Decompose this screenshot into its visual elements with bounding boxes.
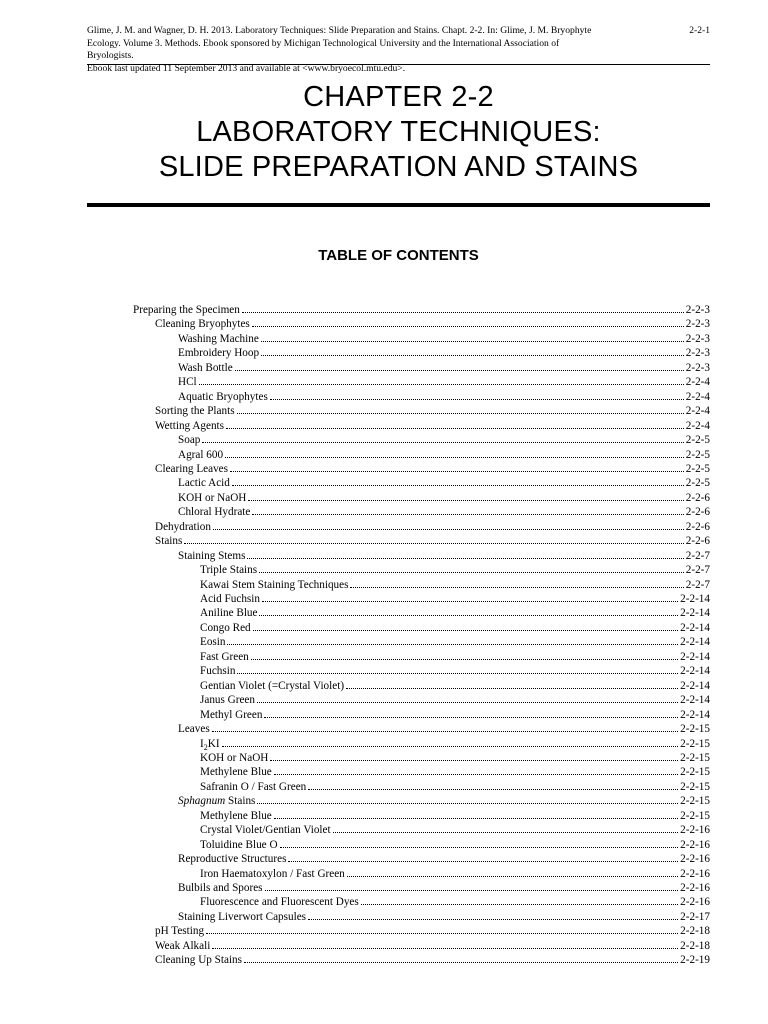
toc-entry-page: 2-2-3 xyxy=(685,318,710,331)
toc-entry[interactable] xyxy=(155,939,710,953)
toc-leader-dots xyxy=(346,679,678,689)
toc-entry-page: 2-2-7 xyxy=(685,578,710,591)
toc-entry-label: Fluorescence and Fluorescent Dyes xyxy=(200,896,359,909)
toc-entry[interactable] xyxy=(200,679,710,693)
toc-leader-dots xyxy=(264,708,678,718)
toc-entry-label: Leaves xyxy=(178,723,210,736)
toc-entry-page: 2-2-19 xyxy=(680,954,710,967)
toc-entry[interactable] xyxy=(178,476,710,490)
toc-entry-page: 2-2-3 xyxy=(685,304,710,316)
toc-entry-label: Fast Green xyxy=(200,650,249,663)
toc-entry[interactable] xyxy=(178,375,710,389)
toc-entry-label: Iron Haematoxylon / Fast Green xyxy=(200,867,345,880)
toc-leader-dots xyxy=(308,780,678,790)
toc-entry[interactable] xyxy=(200,708,710,722)
toc-entry[interactable] xyxy=(178,448,710,462)
chapter-title-line-2: SLIDE PREPARATION AND STAINS xyxy=(158,151,639,183)
toc-entry-label: Cleaning Bryophytes xyxy=(155,318,250,331)
toc-leader-dots xyxy=(225,448,684,458)
toc-entry-page: 2-2-18 xyxy=(680,939,710,952)
toc-entry-label: Sorting the Plants xyxy=(155,405,235,418)
toc-entry-label: Weak Alkali xyxy=(155,939,211,952)
toc-entry-page: 2-2-18 xyxy=(680,925,710,938)
toc-entry-label: Methylene Blue xyxy=(200,809,272,822)
toc-entry-label: Lactic Acid xyxy=(178,477,230,490)
toc-entry[interactable] xyxy=(200,563,710,577)
toc-leader-dots xyxy=(248,491,683,501)
toc-leader-dots xyxy=(199,375,684,385)
toc-entry[interactable] xyxy=(200,751,710,765)
toc-entry[interactable] xyxy=(178,491,710,505)
toc-entry[interactable] xyxy=(178,433,710,447)
toc-leader-dots xyxy=(252,317,684,327)
toc-leader-dots xyxy=(251,650,678,660)
toc-entry[interactable] xyxy=(200,895,710,909)
chapter-title xyxy=(87,80,710,185)
toc-entry-label: Reproductive Structures xyxy=(178,853,287,866)
toc-entry-page: 2-2-15 xyxy=(680,766,710,779)
toc-entry[interactable] xyxy=(178,505,710,519)
chapter-title-line-1: LABORATORY TECHNIQUES: xyxy=(196,116,601,148)
toc-entry-label: Acid Fuchsin xyxy=(200,593,260,605)
toc-leader-dots xyxy=(350,578,683,588)
toc-leader-dots xyxy=(308,910,678,920)
toc-entry-page: 2-2-6 xyxy=(685,506,710,519)
toc-entry-label: Dehydration xyxy=(155,520,211,533)
toc-entry[interactable] xyxy=(155,953,710,967)
toc-entry-label: Eosin xyxy=(200,636,226,649)
toc-entry-label: Crystal Violet/Gentian Violet xyxy=(200,824,331,837)
toc-entry-page: 2-2-16 xyxy=(680,867,710,880)
toc-leader-dots xyxy=(227,635,678,645)
toc-entry-page: 2-2-14 xyxy=(680,621,710,634)
toc-leader-dots xyxy=(244,953,678,963)
toc-entry-page: 2-2-14 xyxy=(680,650,710,663)
toc-leader-dots xyxy=(184,534,683,544)
toc-entry[interactable] xyxy=(178,332,710,346)
toc-leader-dots xyxy=(288,852,678,862)
toc-entry[interactable] xyxy=(200,592,710,606)
toc-entry-page: 2-2-15 xyxy=(680,737,710,750)
toc-entry-label: KOH or NaOH xyxy=(200,751,269,764)
toc-entry-label: Preparing the Specimen xyxy=(133,304,240,316)
toc-entry-page: 2-2-14 xyxy=(680,679,710,692)
toc-entry-label: $I_2KI$ xyxy=(200,737,220,752)
toc-leader-dots xyxy=(257,794,678,804)
toc-entry[interactable] xyxy=(178,722,710,736)
toc-entry-page: 2-2-15 xyxy=(680,795,710,808)
toc-leader-dots xyxy=(261,346,684,356)
toc-entry-label: Safranin O / Fast Green xyxy=(200,780,307,793)
toc-entry-page: 2-2-14 xyxy=(680,665,710,678)
toc-entry[interactable] xyxy=(155,317,710,331)
page-number: 2-2-1 xyxy=(689,25,710,36)
toc-entry[interactable] xyxy=(200,664,710,678)
toc-entry-label: pH Testing xyxy=(155,925,205,938)
toc-entry-label: Cleaning Up Stains xyxy=(155,954,243,967)
toc-entry-label: Washing Machine xyxy=(178,332,259,345)
toc-entry[interactable] xyxy=(178,910,710,924)
toc-entry[interactable] xyxy=(200,765,710,779)
toc-leader-dots xyxy=(270,751,678,761)
toc-entry[interactable] xyxy=(133,303,710,317)
toc-entry-page: 2-2-4 xyxy=(685,390,710,403)
toc-entry[interactable] xyxy=(155,404,710,418)
toc-entry-label: Wash Bottle xyxy=(178,361,233,374)
toc-leader-dots xyxy=(252,505,683,515)
toc-entry[interactable] xyxy=(200,650,710,664)
toc-entry-page: 2-2-15 xyxy=(680,751,710,764)
toc-leader-dots xyxy=(261,332,684,342)
toc-entry[interactable] xyxy=(155,419,710,433)
toc-entry-page: 2-2-16 xyxy=(680,824,710,837)
toc-entry-label: Congo Red xyxy=(200,621,251,634)
toc-entry[interactable] xyxy=(200,780,710,794)
toc-entry[interactable] xyxy=(178,881,710,895)
toc-entry-label: Wetting Agents xyxy=(155,419,225,432)
chapter-number: CHAPTER 2-2 xyxy=(303,81,494,113)
toc-entry-page: 2-2-17 xyxy=(680,910,710,923)
toc-leader-dots xyxy=(333,823,679,833)
toc-leader-dots xyxy=(222,737,679,747)
toc-leader-dots xyxy=(247,549,683,559)
toc-leader-dots xyxy=(347,867,678,877)
toc-entry-page: 2-2-3 xyxy=(685,347,710,360)
toc-entry-label: Agral 600 xyxy=(178,448,224,461)
toc-entry[interactable] xyxy=(178,794,710,808)
toc-entry[interactable] xyxy=(200,737,710,751)
toc-entry[interactable] xyxy=(178,549,710,563)
toc-entry[interactable] xyxy=(200,838,710,852)
toc-entry-page: 2-2-6 xyxy=(685,520,710,533)
toc-leader-dots xyxy=(242,303,684,313)
toc-entry-label: Toluidine Blue O xyxy=(200,838,278,851)
toc-entry-page: 2-2-6 xyxy=(685,491,710,504)
toc-entry[interactable] xyxy=(200,823,710,837)
toc-leader-dots xyxy=(213,520,684,530)
toc-entry-page: 2-2-5 xyxy=(685,462,710,475)
toc-entry-label: Janus Green xyxy=(200,694,255,707)
toc-entry-page: 2-2-16 xyxy=(680,853,710,866)
toc-leader-dots xyxy=(237,664,678,674)
toc-leader-dots xyxy=(259,563,684,573)
toc-leader-dots xyxy=(212,939,678,949)
toc-entry[interactable] xyxy=(200,635,710,649)
toc-entry[interactable] xyxy=(200,578,710,592)
toc-entry-page: 2-2-14 xyxy=(680,593,710,605)
toc-entry[interactable] xyxy=(155,534,710,548)
toc-leader-dots xyxy=(274,765,678,775)
toc-entry-page: 2-2-15 xyxy=(680,809,710,822)
toc-leader-dots xyxy=(257,693,678,703)
toc-leader-dots xyxy=(237,404,684,414)
toc-leader-dots xyxy=(230,462,684,472)
toc-entry[interactable] xyxy=(178,390,710,404)
toc-entry-label: Aquatic Bryophytes xyxy=(178,390,268,403)
toc-entry-page: 2-2-4 xyxy=(685,419,710,432)
toc-entry[interactable] xyxy=(200,809,710,823)
toc-leader-dots xyxy=(212,722,678,732)
citation-header: Glime, J. M. and Wagner, D. H. 2013. Laboratory Techniques: Slide Preparation and Stains. Chapt. 2-2. In: Glime, J. M. Bryophyte Ecology. Volume 3. Methods. Ebook sponsored by Michigan Technological University and the International Association of Bryologists. Ebook last updated 11 September 2013 and available at <www.bryoecol.mtu.edu>. xyxy=(87,25,592,74)
header-rule xyxy=(87,64,710,65)
toc-entry-label: Staining Stems xyxy=(178,549,246,562)
toc-entry-page: 2-2-3 xyxy=(685,361,710,374)
toc-entry[interactable] xyxy=(200,621,710,635)
toc-entry-page: 2-2-16 xyxy=(680,882,710,894)
toc-entry-page: 2-2-3 xyxy=(685,332,710,345)
toc-leader-dots xyxy=(226,419,684,429)
toc-entry-page: 2-2-14 xyxy=(680,694,710,707)
toc-entry-label: Bulbils and Spores xyxy=(178,882,263,894)
toc-entry-label: Sphagnum Stains xyxy=(178,795,256,808)
toc-entry-label: Chloral Hydrate xyxy=(178,506,251,519)
toc-entry[interactable] xyxy=(178,852,710,866)
toc-entry[interactable] xyxy=(155,462,710,476)
toc-leader-dots xyxy=(265,881,679,891)
toc-leader-dots xyxy=(206,924,678,934)
toc-entry-label: KOH or NaOH xyxy=(178,491,247,504)
toc-entry-label: Fuchsin xyxy=(200,665,236,678)
toc-entry-page: 2-2-4 xyxy=(685,376,710,389)
toc-entry-label: Gentian Violet (=Crystal Violet) xyxy=(200,679,345,692)
toc-entry-label: Methylene Blue xyxy=(200,766,272,779)
toc-entry[interactable] xyxy=(200,606,710,620)
toc-entry-page: 2-2-15 xyxy=(680,723,710,736)
toc-leader-dots xyxy=(235,361,684,371)
toc-entry-page: 2-2-7 xyxy=(685,549,710,562)
toc-entry-label: Triple Stains xyxy=(200,564,258,577)
toc-entry-page: 2-2-6 xyxy=(685,535,710,548)
toc-entry-label: Staining Liverwort Capsules xyxy=(178,910,307,923)
toc-leader-dots xyxy=(202,433,683,443)
toc-entry[interactable] xyxy=(200,693,710,707)
toc-leader-dots xyxy=(253,621,679,631)
toc-leader-dots xyxy=(280,838,679,848)
toc-entry[interactable] xyxy=(155,520,710,534)
toc-entry-label: Embroidery Hoop xyxy=(178,347,260,360)
toc-entry-label: Kawai Stem Staining Techniques xyxy=(200,578,349,591)
toc-entry-page: 2-2-5 xyxy=(685,477,710,490)
toc-entry-page: 2-2-14 xyxy=(680,636,710,649)
toc-entry-page: 2-2-5 xyxy=(685,434,710,447)
toc-entry-page: 2-2-5 xyxy=(685,448,710,461)
toc-entry-page: 2-2-14 xyxy=(680,607,710,620)
toc-leader-dots xyxy=(361,895,678,905)
toc-entry[interactable] xyxy=(200,867,710,881)
toc-entry-page: 2-2-16 xyxy=(680,838,710,851)
toc-entry-label: Methyl Green xyxy=(200,708,263,721)
toc-leader-dots xyxy=(274,809,678,819)
toc-entry-page: 2-2-7 xyxy=(685,564,710,577)
toc-entry[interactable] xyxy=(178,346,710,360)
toc-entry[interactable] xyxy=(155,924,710,938)
toc-entry-label: HCl xyxy=(178,376,197,389)
toc-leader-dots xyxy=(232,476,684,486)
toc-entry-label: Aniline Blue xyxy=(200,607,258,620)
toc-heading: TABLE OF CONTENTS xyxy=(318,247,479,264)
toc-leader-dots xyxy=(259,606,678,616)
toc-entry-label-italic: Sphagnum xyxy=(178,795,226,808)
toc-leader-dots xyxy=(270,390,684,400)
title-rule xyxy=(87,203,710,207)
toc-leader-dots xyxy=(262,592,678,602)
toc-entry-label: Soap xyxy=(178,434,201,447)
toc-entry-page: 2-2-4 xyxy=(685,405,710,418)
toc-entry-label: Stains xyxy=(155,535,183,548)
toc-entry-page: 2-2-15 xyxy=(680,780,710,793)
toc-entry-label: Clearing Leaves xyxy=(155,462,228,475)
toc-entry-page: 2-2-14 xyxy=(680,708,710,721)
toc-entry-page: 2-2-16 xyxy=(680,896,710,909)
toc-entry[interactable] xyxy=(178,361,710,375)
